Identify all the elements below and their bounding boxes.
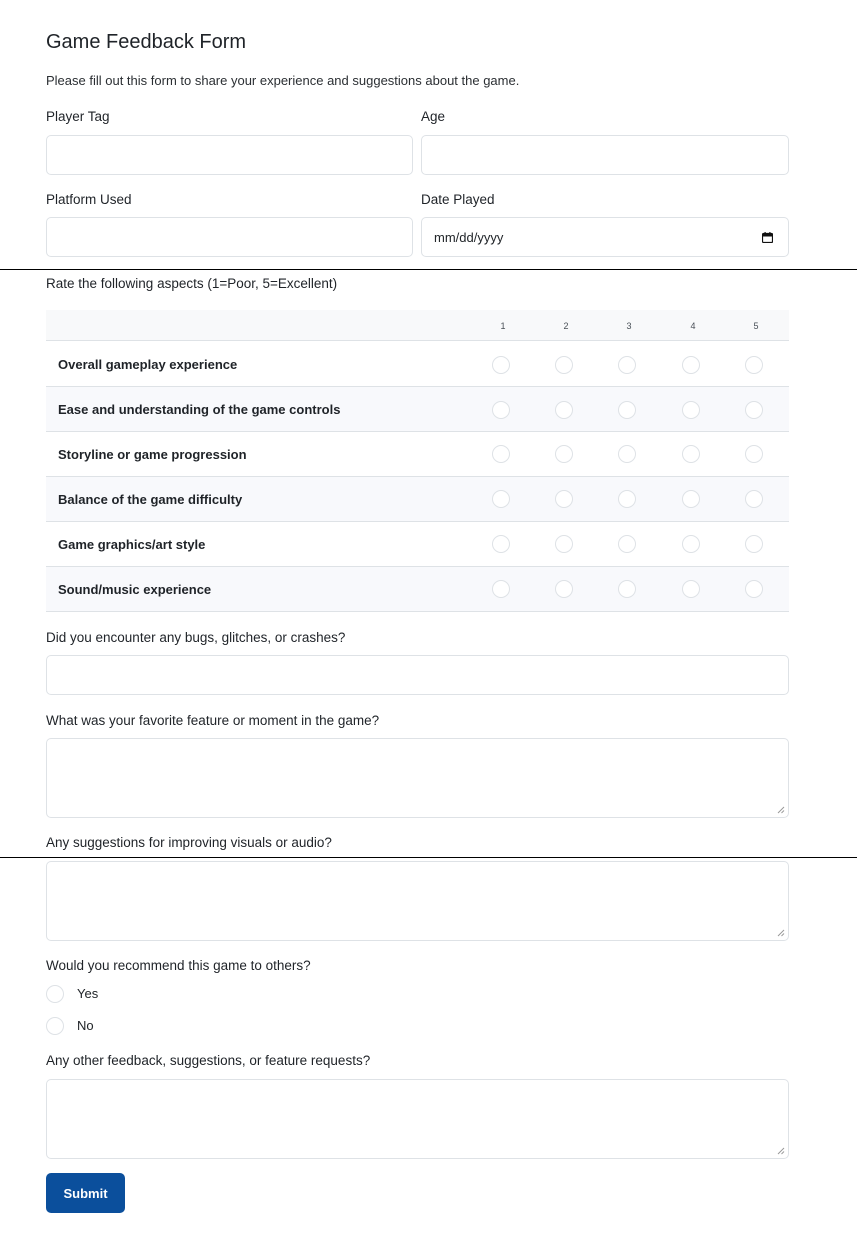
resize-grip-icon[interactable] (777, 806, 785, 814)
visuals-audio-label: Any suggestions for improving visuals or audio? (46, 835, 332, 850)
rating-radio-5[interactable] (745, 490, 763, 508)
rating-radio-2[interactable] (555, 445, 573, 463)
rating-row (46, 342, 789, 387)
age-label: Age (421, 109, 446, 124)
favorite-label: What was your favorite feature or moment in the game? (46, 713, 380, 728)
age-input[interactable] (421, 135, 789, 175)
recommend-radio-no[interactable] (46, 1017, 64, 1035)
rating-radio-5[interactable] (745, 535, 763, 553)
calendar-icon[interactable] (762, 232, 773, 243)
recommend-option-no[interactable] (46, 1016, 166, 1036)
rating-radio-3[interactable] (618, 490, 636, 508)
form-intro: Please fill out this form to share your experience and suggestions about the game. (46, 73, 520, 88)
rating-radio-5[interactable] (745, 356, 763, 374)
bugs-label: Did you encounter any bugs, glitches, or crashes? (46, 630, 346, 645)
rating-radio-5[interactable] (745, 401, 763, 419)
recommend-radio-yes[interactable] (46, 985, 64, 1003)
rating-radio-2[interactable] (555, 580, 573, 598)
rating-row-label: Ease and understanding of the game controls (58, 402, 341, 417)
rating-radio-5[interactable] (745, 445, 763, 463)
rating-column-1: 1 (500, 321, 506, 331)
rating-radio-2[interactable] (555, 535, 573, 553)
player-tag-label: Player Tag (46, 109, 110, 124)
bugs-input[interactable] (46, 655, 789, 695)
other-feedback-textarea[interactable] (46, 1079, 789, 1159)
resize-grip-icon[interactable] (777, 929, 785, 937)
rating-radio-4[interactable] (682, 490, 700, 508)
rating-row (46, 387, 789, 432)
rating-radio-3[interactable] (618, 445, 636, 463)
divider-line-top (0, 269, 857, 270)
rating-radio-4[interactable] (682, 580, 700, 598)
platform-input[interactable] (46, 217, 413, 257)
player-tag-input[interactable] (46, 135, 413, 175)
rating-heading: Rate the following aspects (1=Poor, 5=Excellent) (46, 276, 338, 291)
rating-column-3: 3 (626, 321, 632, 331)
date-played-input[interactable] (421, 217, 789, 257)
rating-column-4: 4 (690, 321, 696, 331)
rating-radio-2[interactable] (555, 356, 573, 374)
visuals-audio-textarea[interactable] (46, 861, 789, 941)
recommend-yes-label: Yes (77, 986, 99, 1001)
rating-radio-3[interactable] (618, 580, 636, 598)
rating-radio-4[interactable] (682, 535, 700, 553)
rating-row (46, 567, 789, 612)
rating-row-label: Overall gameplay experience (58, 357, 238, 372)
rating-radio-3[interactable] (618, 401, 636, 419)
rating-radio-3[interactable] (618, 356, 636, 374)
recommend-no-label: No (77, 1018, 94, 1033)
divider-line-bottom (0, 857, 857, 858)
rating-row-label: Game graphics/art style (58, 537, 206, 552)
rating-radio-1[interactable] (492, 535, 510, 553)
rating-radio-2[interactable] (555, 401, 573, 419)
rating-row (46, 477, 789, 522)
rating-column-2: 2 (563, 321, 569, 331)
rating-radio-4[interactable] (682, 356, 700, 374)
rating-radio-1[interactable] (492, 445, 510, 463)
recommend-option-yes[interactable] (46, 984, 166, 1004)
date-played-label: Date Played (421, 192, 495, 207)
page-title: Game Feedback Form (46, 31, 247, 53)
rating-radio-1[interactable] (492, 490, 510, 508)
rating-radio-4[interactable] (682, 445, 700, 463)
rating-table-header (46, 310, 789, 341)
rating-column-5: 5 (753, 321, 759, 331)
favorite-textarea[interactable] (46, 738, 789, 818)
rating-row (46, 522, 789, 567)
submit-button[interactable]: Submit (46, 1173, 125, 1213)
recommend-label: Would you recommend this game to others? (46, 958, 311, 973)
rating-radio-2[interactable] (555, 490, 573, 508)
rating-radio-1[interactable] (492, 401, 510, 419)
rating-row-label: Sound/music experience (58, 582, 212, 597)
other-feedback-label: Any other feedback, suggestions, or feature requests? (46, 1053, 371, 1068)
resize-grip-icon[interactable] (777, 1147, 785, 1155)
rating-radio-4[interactable] (682, 401, 700, 419)
rating-radio-1[interactable] (492, 580, 510, 598)
rating-row-label: Storyline or game progression (58, 447, 247, 462)
date-placeholder: mm/dd/yyyy (434, 230, 504, 245)
rating-radio-1[interactable] (492, 356, 510, 374)
rating-row (46, 432, 789, 477)
rating-radio-5[interactable] (745, 580, 763, 598)
rating-radio-3[interactable] (618, 535, 636, 553)
rating-row-label: Balance of the game difficulty (58, 492, 243, 507)
platform-label: Platform Used (46, 192, 132, 207)
